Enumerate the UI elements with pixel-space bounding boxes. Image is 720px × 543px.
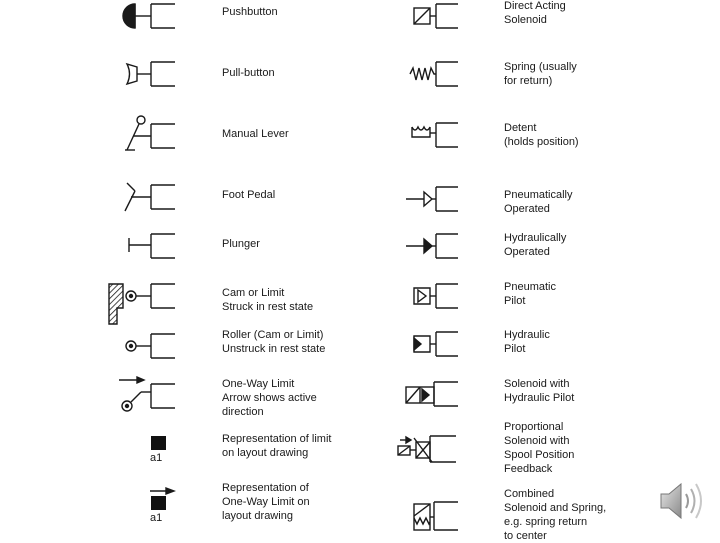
- label-plunger: Plunger: [222, 238, 260, 250]
- label-one-way-limit: One-Way Limit Arrow shows active direction: [222, 378, 317, 418]
- roller-unstruck-symbol: [115, 328, 205, 378]
- plunger-symbol: [115, 224, 205, 274]
- label-direct-acting-solenoid: Direct Acting Solenoid: [504, 0, 566, 26]
- detent-symbol: [400, 113, 490, 163]
- hydraulic-pilot-symbol: [400, 322, 490, 372]
- limit-layout-tag: a1: [150, 452, 163, 464]
- speaker-icon[interactable]: [655, 478, 705, 524]
- label-one-way-limit-layout: Representation of One-Way Limit on layout drawing: [222, 482, 310, 522]
- label-spring: Spring (usually for return): [504, 61, 577, 87]
- hydraulically-operated-symbol: [400, 224, 490, 274]
- label-combined-solenoid-spring: Combined Solenoid and Spring, e.g. spring return to center: [504, 488, 607, 542]
- direct-acting-solenoid-symbol: [400, 0, 490, 44]
- label-roller-unstruck: Roller (Cam or Limit) Unstruck in rest state: [222, 329, 326, 355]
- limit-layout-block: [151, 436, 166, 450]
- label-hydraulic-pilot: Hydraulic Pilot: [504, 329, 550, 355]
- pull-button-symbol: [115, 52, 205, 102]
- label-hydraulically-operated: Hydraulically Operated: [504, 232, 567, 258]
- label-foot-pedal: Foot Pedal: [222, 189, 276, 201]
- proportional-solenoid-symbol: [396, 426, 486, 476]
- one-way-limit-symbol: [115, 374, 205, 424]
- one-way-limit-layout-block: [151, 496, 166, 510]
- manual-lever-symbol: [115, 112, 205, 162]
- label-detent: Detent (holds position): [504, 122, 579, 148]
- one-way-limit-layout-tag: a1: [150, 512, 163, 524]
- label-pull-button: Pull-button: [222, 67, 275, 79]
- label-limit-layout: Representation of limit on layout drawing: [222, 433, 332, 459]
- label-pneumatically-operated: Pneumatically Operated: [504, 189, 573, 215]
- label-manual-lever: Manual Lever: [222, 128, 289, 140]
- spring-symbol: [400, 52, 490, 102]
- label-pneumatic-pilot: Pneumatic Pilot: [504, 281, 556, 307]
- label-cam-limit-struck: Cam or Limit Struck in rest state: [222, 287, 314, 313]
- pneumatically-operated-symbol: [400, 177, 490, 227]
- combined-solenoid-spring-symbol: [400, 492, 490, 542]
- solenoid-hydraulic-pilot-symbol: [400, 372, 490, 422]
- one-way-limit-layout-symbol: [140, 486, 180, 526]
- label-solenoid-hydraulic-pilot: Solenoid with Hydraulic Pilot: [504, 378, 575, 404]
- foot-pedal-symbol: [115, 175, 205, 225]
- pneumatic-pilot-symbol: [400, 274, 490, 324]
- label-proportional-solenoid: Proportional Solenoid with Spool Position Feedback: [504, 421, 575, 475]
- label-pushbutton: Pushbutton: [222, 6, 278, 18]
- limit-layout-symbol: [140, 432, 180, 468]
- pushbutton-symbol: [115, 0, 205, 44]
- cam-limit-struck-symbol: [105, 280, 195, 330]
